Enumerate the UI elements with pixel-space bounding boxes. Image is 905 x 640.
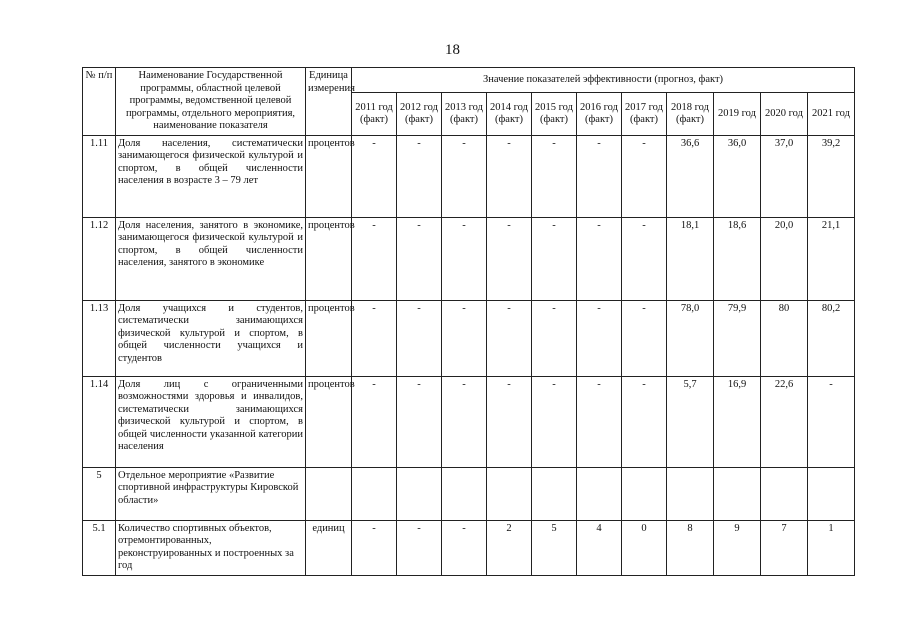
row-value: 78,0 xyxy=(667,300,714,376)
row-value xyxy=(352,467,397,520)
row-value: - xyxy=(397,376,442,467)
header-num: № п/п xyxy=(83,68,116,136)
row-value: - xyxy=(577,135,622,217)
row-unit: процентов xyxy=(306,217,352,300)
header-year: 2016 год (факт) xyxy=(577,93,622,136)
row-value: - xyxy=(808,376,855,467)
row-value: - xyxy=(532,376,577,467)
header-values-group: Значение показателей эффективности (прогноз, факт) xyxy=(352,68,855,93)
row-unit xyxy=(306,467,352,520)
header-name: Наименование Государственной программы, областной целевой программы, ведомственной целевой программы, отдельного мероприятия, наименование показателя xyxy=(116,68,306,136)
row-value: - xyxy=(352,217,397,300)
row-value xyxy=(442,467,487,520)
header-year: 2011 год (факт) xyxy=(352,93,397,136)
row-value: - xyxy=(397,300,442,376)
row-value xyxy=(532,467,577,520)
row-num: 5.1 xyxy=(83,520,116,575)
row-name: Доля учащихся и студентов, систематически занимающихся физической культурой и спортом, в общей численности учащихся и студентов xyxy=(116,300,306,376)
row-value: - xyxy=(442,520,487,575)
row-num: 5 xyxy=(83,467,116,520)
header-unit: Единица измерения xyxy=(306,68,352,136)
row-value: 4 xyxy=(577,520,622,575)
row-unit: процентов xyxy=(306,376,352,467)
row-value xyxy=(622,467,667,520)
row-value: - xyxy=(532,217,577,300)
row-value: - xyxy=(577,376,622,467)
header-year: 2013 год (факт) xyxy=(442,93,487,136)
row-value xyxy=(577,467,622,520)
row-value: 18,1 xyxy=(667,217,714,300)
table-row xyxy=(83,467,855,520)
indicators-table xyxy=(82,67,855,576)
row-value: 8 xyxy=(667,520,714,575)
row-value: - xyxy=(352,135,397,217)
row-name: Отдельное мероприятие «Развитие спортивной инфраструктуры Кировской области» xyxy=(116,467,306,520)
row-value: - xyxy=(442,217,487,300)
table-row xyxy=(83,376,855,467)
header-year: 2018 год (факт) xyxy=(667,93,714,136)
row-value: 2 xyxy=(487,520,532,575)
row-name: Доля лиц с ограниченными возможностями здоровья и инвалидов, систематически занимающихся физической культурой и спортом, в общей численности указанной категории населения xyxy=(116,376,306,467)
row-value: 37,0 xyxy=(761,135,808,217)
row-value: - xyxy=(487,217,532,300)
row-value: - xyxy=(352,300,397,376)
row-value: 16,9 xyxy=(714,376,761,467)
row-value: 79,9 xyxy=(714,300,761,376)
header-year: 2017 год (факт) xyxy=(622,93,667,136)
row-value: - xyxy=(442,300,487,376)
row-value xyxy=(714,467,761,520)
row-value: - xyxy=(397,217,442,300)
row-value: 22,6 xyxy=(761,376,808,467)
header-year: 2021 год xyxy=(808,93,855,136)
row-value: - xyxy=(577,217,622,300)
row-name: Доля населения, занятого в экономике, занимающегося физической культурой и спортом, в общей численности населения, занятого в экономике xyxy=(116,217,306,300)
header-year: 2014 год (факт) xyxy=(487,93,532,136)
row-value: 1 xyxy=(808,520,855,575)
row-value xyxy=(487,467,532,520)
row-value: 80,2 xyxy=(808,300,855,376)
row-value: 21,1 xyxy=(808,217,855,300)
row-value: 5,7 xyxy=(667,376,714,467)
row-value: - xyxy=(352,520,397,575)
header-year: 2015 год (факт) xyxy=(532,93,577,136)
row-value: - xyxy=(622,217,667,300)
header-year: 2019 год xyxy=(714,93,761,136)
header-year: 2012 год (факт) xyxy=(397,93,442,136)
row-value: - xyxy=(622,135,667,217)
row-value: 36,0 xyxy=(714,135,761,217)
row-value: - xyxy=(532,300,577,376)
row-value: - xyxy=(622,300,667,376)
row-value: 39,2 xyxy=(808,135,855,217)
table-row xyxy=(83,300,855,376)
row-value xyxy=(808,467,855,520)
row-unit: единиц xyxy=(306,520,352,575)
row-num: 1.12 xyxy=(83,217,116,300)
row-value: - xyxy=(487,300,532,376)
row-value xyxy=(667,467,714,520)
row-value: 80 xyxy=(761,300,808,376)
row-value: - xyxy=(577,300,622,376)
row-value: - xyxy=(397,520,442,575)
row-value: 18,6 xyxy=(714,217,761,300)
row-value xyxy=(397,467,442,520)
row-value: - xyxy=(352,376,397,467)
table-row xyxy=(83,135,855,217)
header-year: 2020 год xyxy=(761,93,808,136)
row-value: - xyxy=(442,135,487,217)
table-row xyxy=(83,520,855,575)
row-num: 1.13 xyxy=(83,300,116,376)
row-num: 1.11 xyxy=(83,135,116,217)
row-value: - xyxy=(622,376,667,467)
row-num: 1.14 xyxy=(83,376,116,467)
row-value: - xyxy=(397,135,442,217)
page-number: 18 xyxy=(445,42,460,58)
row-value: 0 xyxy=(622,520,667,575)
row-unit: процентов xyxy=(306,300,352,376)
row-value: 36,6 xyxy=(667,135,714,217)
row-value: - xyxy=(442,376,487,467)
row-value: - xyxy=(487,376,532,467)
header-row-top xyxy=(83,68,855,93)
table-row xyxy=(83,217,855,300)
row-value: 7 xyxy=(761,520,808,575)
row-name: Доля населения, систематически занимающегося физической культурой и спортом, в общей численности населения в возрасте 3 – 79 лет xyxy=(116,135,306,217)
row-value: - xyxy=(532,135,577,217)
row-value xyxy=(761,467,808,520)
row-value: 9 xyxy=(714,520,761,575)
row-value: - xyxy=(487,135,532,217)
row-unit: процентов xyxy=(306,135,352,217)
row-name: Количество спортивных объектов, отремонтированных, реконструированных и построенных за год xyxy=(116,520,306,575)
row-value: 20,0 xyxy=(761,217,808,300)
row-value: 5 xyxy=(532,520,577,575)
